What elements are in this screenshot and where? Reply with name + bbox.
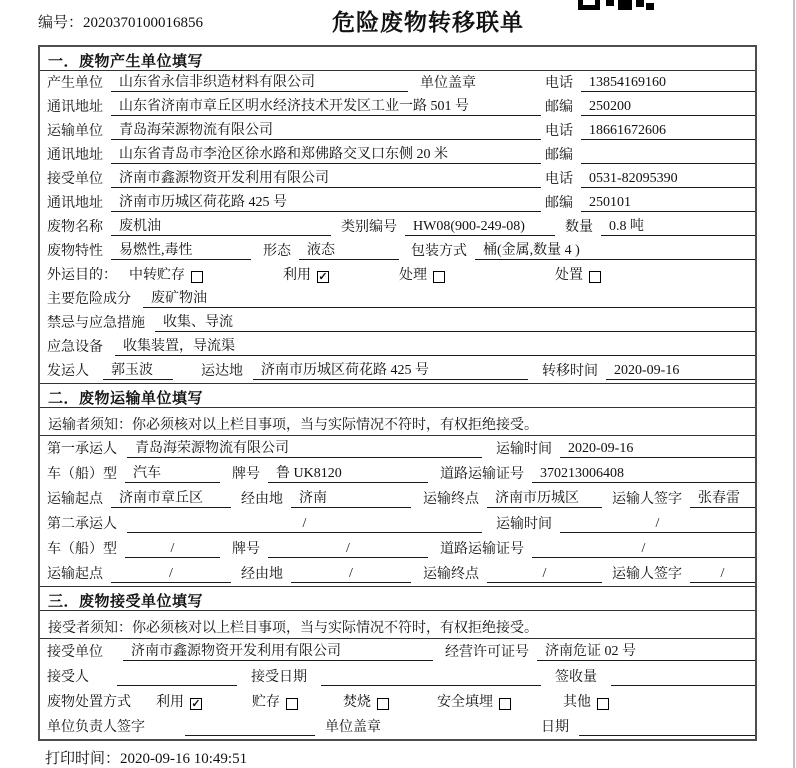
receive-date-value bbox=[321, 669, 541, 686]
phone3-value: 0531-82095390 bbox=[581, 170, 755, 188]
purpose-option-dispose: 处置 bbox=[555, 264, 601, 284]
hazard-label: 主要危险成分 bbox=[47, 292, 131, 307]
serial-number bbox=[38, 11, 203, 32]
time2-value: / bbox=[560, 515, 755, 533]
purpose-option-utilize: 利用 ✓ bbox=[283, 268, 328, 283]
zip1-value: 250200 bbox=[581, 98, 755, 116]
row-second-carrier bbox=[40, 511, 755, 536]
checkbox-disposal-store bbox=[286, 698, 298, 710]
end1-value: 济南市历城区 bbox=[487, 490, 602, 508]
receiver-notice: 接受者须知：你必须核对以上栏目事项，当与实际情况不符时，有权拒绝接受。 bbox=[40, 611, 755, 639]
carrier1-value: 青岛海荣源物流有限公司 bbox=[127, 440, 482, 458]
checkbox-disposal-landfill bbox=[499, 698, 511, 710]
origin2-label: 运输起点 bbox=[47, 567, 103, 582]
transporter-value: 青岛海荣源物流有限公司 bbox=[111, 122, 541, 140]
purpose-option-treat: 处理 bbox=[399, 264, 445, 284]
transporter-label: 运输单位 bbox=[47, 124, 103, 139]
row-waste-name bbox=[40, 215, 755, 239]
origin1-label: 运输起点 bbox=[47, 492, 103, 507]
dest-label: 运达地 bbox=[201, 364, 243, 379]
addr3-label: 通讯地址 bbox=[47, 196, 103, 211]
row-head-signature bbox=[40, 714, 755, 739]
equipment-label: 应急设备 bbox=[47, 340, 103, 355]
row-purpose bbox=[40, 263, 755, 287]
via2-label: 经由地 bbox=[241, 567, 283, 582]
via1-label: 经由地 bbox=[241, 492, 283, 507]
phone1-value: 13854169160 bbox=[581, 74, 755, 92]
transfer-time-label: 转移时间 bbox=[542, 364, 598, 379]
time1-value: 2020-09-16 bbox=[560, 440, 755, 458]
license2-label: 道路运输证号 bbox=[440, 542, 524, 557]
row-producer bbox=[40, 71, 755, 95]
form-label: 形态 bbox=[263, 244, 291, 259]
time1-label: 运输时间 bbox=[496, 442, 552, 457]
qr-code-fragment bbox=[578, 0, 654, 10]
carrier2-label: 第二承运人 bbox=[47, 517, 117, 532]
plate2-label: 牌号 bbox=[232, 542, 260, 557]
receive-amount-value bbox=[611, 669, 755, 686]
phone1-label: 电话 bbox=[545, 76, 573, 91]
section-producer bbox=[40, 47, 755, 383]
row-waste-character bbox=[40, 239, 755, 263]
origin2-value: / bbox=[111, 565, 231, 583]
print-time-value: 2020-09-16 10:49:51 bbox=[120, 751, 248, 767]
row-receiving-unit bbox=[40, 639, 755, 664]
category-value: HW08(900-249-08) bbox=[405, 218, 555, 236]
license1-value: 370213006408 bbox=[532, 465, 755, 483]
producer-value: 山东省永信非织造材料有限公司 bbox=[111, 74, 408, 92]
receive-amount-label: 签收量 bbox=[555, 670, 597, 685]
purpose-label: 外运目的： bbox=[47, 268, 117, 283]
row-receiver bbox=[40, 167, 755, 191]
row-vehicle2 bbox=[40, 536, 755, 561]
plate1-label: 牌号 bbox=[232, 467, 260, 482]
row-vehicle1 bbox=[40, 461, 755, 486]
receiver-label: 接受单位 bbox=[47, 172, 103, 187]
end2-label: 运输终点 bbox=[423, 567, 479, 582]
document-title: 危险废物转移联单 bbox=[332, 10, 524, 35]
disposal-label: 废物处置方式 bbox=[47, 695, 131, 710]
phone3-label: 电话 bbox=[545, 172, 573, 187]
checkbox-treat bbox=[433, 271, 445, 283]
purpose-option-transfer: 中转贮存 bbox=[129, 264, 203, 284]
addr2-label: 通讯地址 bbox=[47, 148, 103, 163]
license1-label: 道路运输证号 bbox=[440, 467, 524, 482]
print-time bbox=[45, 747, 247, 768]
addr1-label: 通讯地址 bbox=[47, 100, 103, 115]
vehicle1-value: 汽车 bbox=[125, 465, 220, 483]
shipper-value: 郭玉波 bbox=[103, 362, 173, 380]
serial-label: 编号： bbox=[38, 15, 84, 31]
section-receiver bbox=[40, 586, 755, 739]
producer-label: 产生单位 bbox=[47, 76, 103, 91]
section-transport bbox=[40, 383, 755, 586]
addr2-value: 山东省青岛市李沧区徐水路和郑佛路交叉口东侧 20 米 bbox=[111, 146, 541, 164]
row-route2 bbox=[40, 561, 755, 586]
phone2-value: 18661672606 bbox=[581, 122, 755, 140]
row-receiver-address bbox=[40, 191, 755, 215]
row-taboo bbox=[40, 311, 755, 335]
end1-label: 运输终点 bbox=[423, 492, 479, 507]
hazard-value: 废矿物油 bbox=[143, 290, 755, 308]
vehicle2-value: / bbox=[125, 540, 220, 558]
section1-title: 一．废物产生单位填写 bbox=[40, 47, 755, 71]
zip2-value bbox=[581, 147, 755, 164]
receiver-seal-label: 单位盖章 bbox=[325, 720, 381, 735]
license2-value: / bbox=[532, 540, 755, 558]
end2-value: / bbox=[487, 565, 602, 583]
disposal-option-utilize: 利用 ✓ bbox=[156, 695, 201, 710]
row-route1 bbox=[40, 486, 755, 511]
section2-title: 二．废物运输单位填写 bbox=[40, 384, 755, 408]
row-shipper bbox=[40, 359, 755, 383]
checkbox-dispose bbox=[589, 271, 601, 283]
sign1-value: 张春雷 bbox=[690, 490, 755, 508]
permit-value: 济南危证 02 号 bbox=[537, 643, 755, 661]
receive-date-label: 接受日期 bbox=[251, 670, 307, 685]
date2-value bbox=[579, 719, 755, 736]
sign2-label: 运输人签字 bbox=[612, 567, 682, 582]
permit-label: 经营许可证号 bbox=[445, 645, 529, 660]
row-producer-address bbox=[40, 95, 755, 119]
phone2-label: 电话 bbox=[545, 124, 573, 139]
quantity-label: 数量 bbox=[565, 220, 593, 235]
head-sign-value bbox=[185, 719, 315, 736]
serial-value: 2020370100016856 bbox=[83, 15, 204, 31]
receiving-unit-label: 接受单位 bbox=[47, 645, 103, 660]
disposal-option-incinerate: 焚烧 bbox=[343, 691, 389, 711]
time2-label: 运输时间 bbox=[496, 517, 552, 532]
checkbox-disposal-utilize: ✓ bbox=[191, 697, 201, 710]
plate1-value: 鲁 UK8120 bbox=[268, 465, 428, 483]
waste-name-value: 废机油 bbox=[111, 218, 331, 236]
checkbox-disposal-incinerate bbox=[377, 698, 389, 710]
zip2-label: 邮编 bbox=[545, 148, 573, 163]
category-label: 类别编号 bbox=[341, 220, 397, 235]
addr1-value: 山东省济南市章丘区明水经济技术开发区工业一路 501 号 bbox=[111, 98, 541, 116]
character-value: 易燃性,毒性 bbox=[111, 242, 251, 260]
via1-value: 济南 bbox=[291, 490, 411, 508]
row-transporter-address bbox=[40, 143, 755, 167]
addr3-value: 济南市历城区荷花路 425 号 bbox=[111, 194, 541, 212]
page-edge-line bbox=[793, 0, 795, 768]
taboo-value: 收集、导流 bbox=[155, 314, 755, 332]
carrier2-value: / bbox=[127, 515, 482, 533]
manifest-form bbox=[38, 45, 757, 741]
sign2-value: / bbox=[690, 565, 755, 583]
row-receiving-person bbox=[40, 664, 755, 689]
dest-value: 济南市历城区荷花路 425 号 bbox=[253, 362, 528, 380]
plate2-value: / bbox=[268, 540, 428, 558]
transfer-time-value: 2020-09-16 bbox=[606, 362, 755, 380]
form-value: 液态 bbox=[299, 242, 399, 260]
origin1-value: 济南市章丘区 bbox=[111, 490, 231, 508]
shipper-label: 发运人 bbox=[47, 364, 89, 379]
packing-value: 桶(金属,数量 4 ) bbox=[475, 242, 755, 260]
disposal-option-other: 其他 bbox=[563, 691, 609, 711]
page-header bbox=[0, 0, 796, 45]
receiver-value: 济南市鑫源物资开发利用有限公司 bbox=[111, 170, 541, 188]
vehicle1-label: 车（船）型 bbox=[47, 467, 117, 482]
row-first-carrier bbox=[40, 436, 755, 461]
via2-value: / bbox=[291, 565, 411, 583]
print-time-label: 打印时间： bbox=[45, 751, 121, 767]
checkbox-disposal-other bbox=[597, 698, 609, 710]
row-hazard-component bbox=[40, 287, 755, 311]
waste-name-label: 废物名称 bbox=[47, 220, 103, 235]
receive-person-label: 接受人 bbox=[47, 670, 89, 685]
taboo-label: 禁忌与应急措施 bbox=[47, 316, 145, 331]
zip1-label: 邮编 bbox=[545, 100, 573, 115]
vehicle2-label: 车（船）型 bbox=[47, 542, 117, 557]
receive-person-value bbox=[117, 669, 237, 686]
section3-title: 三．废物接受单位填写 bbox=[40, 587, 755, 611]
checkbox-utilize: ✓ bbox=[318, 270, 328, 283]
head-sign-label: 单位负责人签字 bbox=[47, 720, 145, 735]
zip3-label: 邮编 bbox=[545, 196, 573, 211]
disposal-option-store: 贮存 bbox=[252, 691, 298, 711]
row-disposal-method bbox=[40, 689, 755, 714]
character-label: 废物特性 bbox=[47, 244, 103, 259]
checkbox-transfer-storage bbox=[191, 271, 203, 283]
date2-label: 日期 bbox=[541, 720, 569, 735]
disposal-option-landfill: 安全填埋 bbox=[437, 691, 511, 711]
row-transporter bbox=[40, 119, 755, 143]
unit-seal-label: 单位盖章 bbox=[420, 76, 476, 91]
equipment-value: 收集装置，导流渠 bbox=[115, 338, 755, 356]
row-emergency-equipment bbox=[40, 335, 755, 359]
zip3-value: 250101 bbox=[581, 194, 755, 212]
transport-notice: 运输者须知：你必须核对以上栏目事项，当与实际情况不符时，有权拒绝接受。 bbox=[40, 408, 755, 436]
quantity-value: 0.8 吨 bbox=[601, 218, 755, 236]
receiving-unit-value: 济南市鑫源物资开发利用有限公司 bbox=[123, 643, 433, 661]
sign1-label: 运输人签字 bbox=[612, 492, 682, 507]
packing-label: 包装方式 bbox=[411, 244, 467, 259]
carrier1-label: 第一承运人 bbox=[47, 442, 117, 457]
